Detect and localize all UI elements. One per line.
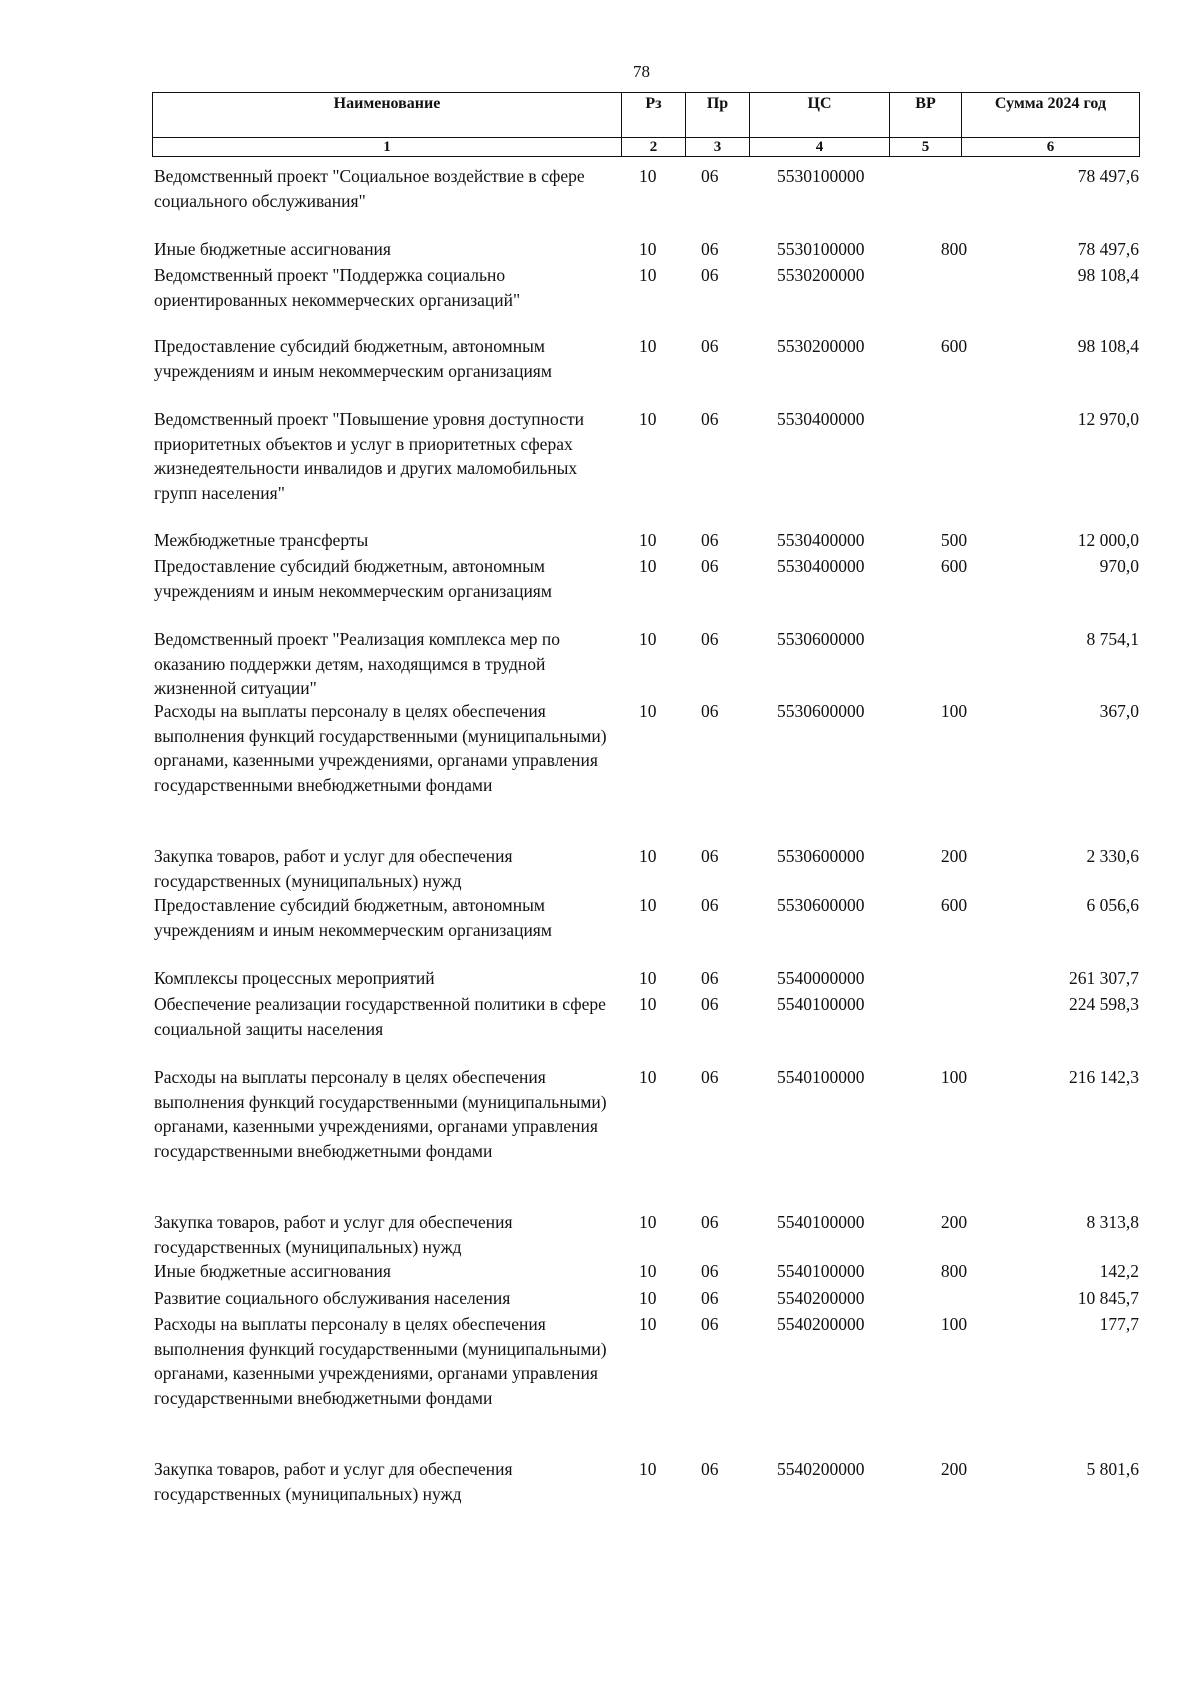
row-sum: 224 598,3 (1069, 994, 1139, 1014)
row-name: Расходы на выплаты персоналу в целях обеспечения выполнения функций государственными (муниципальными) органами, казенными учреждениями, органами управления государственными внебюджетными фондами (154, 1314, 607, 1408)
row-sum: 216 142,3 (1069, 1067, 1139, 1087)
row-vr: 600 (940, 556, 968, 576)
row-pr: 06 (701, 409, 719, 429)
row-pr: 06 (701, 1288, 719, 1308)
row-name: Иные бюджетные ассигнования (154, 239, 391, 259)
row-rz: 10 (639, 968, 657, 988)
row-cs: 5530600000 (777, 629, 865, 649)
col-header-rz: Рз (622, 93, 686, 138)
row-rz: 10 (639, 166, 657, 186)
row-rz: 10 (639, 1067, 657, 1087)
row-vr: 200 (940, 1212, 968, 1232)
row-name: Закупка товаров, работ и услуг для обеспечения государственных (муниципальных) нужд (154, 1212, 513, 1257)
row-pr: 06 (701, 1261, 719, 1281)
col-number: 1 (153, 138, 622, 157)
row-name: Предоставление субсидий бюджетным, автономным учреждениям и иным некоммерческим организациям (154, 556, 552, 601)
col-number: 6 (962, 138, 1140, 157)
col-header-pr: Пр (686, 93, 750, 138)
row-sum: 177,7 (1099, 1314, 1139, 1334)
table-header (152, 92, 1140, 157)
row-pr: 06 (701, 968, 719, 988)
row-rz: 10 (639, 846, 657, 866)
row-vr: 500 (940, 530, 968, 550)
col-header-name: Наименование (153, 93, 622, 138)
row-name: Ведомственный проект "Повышение уровня доступности приоритетных объектов и услуг в приоритетных сферах жизнедеятельности инвалидов и других маломобильных групп населения" (154, 409, 585, 503)
row-sum: 98 108,4 (1077, 336, 1139, 356)
row-cs: 5540100000 (777, 1261, 865, 1281)
row-cs: 5530600000 (777, 846, 865, 866)
row-vr: 600 (940, 895, 968, 915)
row-pr: 06 (701, 166, 719, 186)
row-sum: 6 056,6 (1086, 895, 1139, 915)
row-rz: 10 (639, 629, 657, 649)
row-pr: 06 (701, 239, 719, 259)
col-header-cs: ЦС (750, 93, 890, 138)
row-sum: 8 313,8 (1086, 1212, 1139, 1232)
row-sum: 98 108,4 (1077, 265, 1139, 285)
row-rz: 10 (639, 1314, 657, 1334)
row-cs: 5540200000 (777, 1288, 865, 1308)
row-rz: 10 (639, 530, 657, 550)
row-pr: 06 (701, 846, 719, 866)
row-cs: 5540200000 (777, 1314, 865, 1334)
row-name: Комплексы процессных мероприятий (154, 968, 435, 988)
row-pr: 06 (701, 1067, 719, 1087)
row-cs: 5530600000 (777, 895, 865, 915)
row-pr: 06 (701, 1212, 719, 1232)
row-sum: 261 307,7 (1069, 968, 1139, 988)
col-number: 4 (750, 138, 890, 157)
row-cs: 5530100000 (777, 239, 865, 259)
row-pr: 06 (701, 1314, 719, 1334)
row-rz: 10 (639, 701, 657, 721)
row-cs: 5540100000 (777, 1067, 865, 1087)
row-rz: 10 (639, 1212, 657, 1232)
row-rz: 10 (639, 556, 657, 576)
row-pr: 06 (701, 265, 719, 285)
row-name: Расходы на выплаты персоналу в целях обеспечения выполнения функций государственными (муниципальными) органами, казенными учреждениями, органами управления государственными внебюджетными фондами (154, 701, 607, 795)
row-cs: 5540100000 (777, 1212, 865, 1232)
row-sum: 8 754,1 (1086, 629, 1139, 649)
row-sum: 12 970,0 (1077, 409, 1139, 429)
row-pr: 06 (701, 994, 719, 1014)
row-pr: 06 (701, 556, 719, 576)
row-name: Предоставление субсидий бюджетным, автономным учреждениям и иным некоммерческим организациям (154, 895, 552, 940)
row-sum: 78 497,6 (1077, 239, 1139, 259)
row-rz: 10 (639, 1261, 657, 1281)
row-rz: 10 (639, 895, 657, 915)
row-name: Предоставление субсидий бюджетным, автономным учреждениям и иным некоммерческим организациям (154, 336, 552, 381)
row-cs: 5530200000 (777, 336, 865, 356)
row-vr: 800 (940, 239, 968, 259)
row-name: Иные бюджетные ассигнования (154, 1261, 391, 1281)
row-vr: 100 (940, 1067, 968, 1087)
row-name: Обеспечение реализации государственной политики в сфере социальной защиты населения (154, 994, 606, 1039)
col-number: 2 (622, 138, 686, 157)
row-rz: 10 (639, 409, 657, 429)
row-pr: 06 (701, 701, 719, 721)
row-sum: 5 801,6 (1086, 1459, 1139, 1479)
row-rz: 10 (639, 994, 657, 1014)
row-sum: 142,2 (1099, 1261, 1139, 1281)
row-cs: 5530400000 (777, 409, 865, 429)
row-cs: 5530400000 (777, 556, 865, 576)
row-pr: 06 (701, 629, 719, 649)
row-vr: 600 (940, 336, 968, 356)
row-vr: 200 (940, 1459, 968, 1479)
row-vr: 100 (940, 1314, 968, 1334)
row-name: Расходы на выплаты персоналу в целях обеспечения выполнения функций государственными (муниципальными) органами, казенными учреждениями, органами управления государственными внебюджетными фондами (154, 1067, 607, 1161)
row-name: Ведомственный проект "Поддержка социально ориентированных некоммерческих организаций" (154, 265, 521, 310)
row-pr: 06 (701, 336, 719, 356)
row-cs: 5530600000 (777, 701, 865, 721)
row-rz: 10 (639, 1459, 657, 1479)
row-sum: 970,0 (1099, 556, 1139, 576)
row-cs: 5540000000 (777, 968, 865, 988)
row-rz: 10 (639, 1288, 657, 1308)
col-header-vr: ВР (890, 93, 962, 138)
row-name: Межбюджетные трансферты (154, 530, 369, 550)
row-pr: 06 (701, 895, 719, 915)
row-sum: 78 497,6 (1077, 166, 1139, 186)
row-name: Ведомственный проект "Реализация комплекса мер по оказанию поддержки детям, находящимся в трудной жизненной ситуации" (154, 629, 561, 698)
row-pr: 06 (701, 530, 719, 550)
row-cs: 5530200000 (777, 265, 865, 285)
row-sum: 12 000,0 (1077, 530, 1139, 550)
row-name: Ведомственный проект "Социальное воздействие в сфере социального обслуживания" (154, 166, 585, 211)
row-cs: 5530100000 (777, 166, 865, 186)
row-rz: 10 (639, 265, 657, 285)
col-number: 3 (686, 138, 750, 157)
row-sum: 2 330,6 (1086, 846, 1139, 866)
row-sum: 10 845,7 (1077, 1288, 1139, 1308)
row-vr: 200 (940, 846, 968, 866)
row-pr: 06 (701, 1459, 719, 1479)
row-vr: 800 (940, 1261, 968, 1281)
row-cs: 5540200000 (777, 1459, 865, 1479)
row-sum: 367,0 (1099, 701, 1139, 721)
row-name: Закупка товаров, работ и услуг для обеспечения государственных (муниципальных) нужд (154, 846, 513, 891)
row-vr: 100 (940, 701, 968, 721)
row-rz: 10 (639, 336, 657, 356)
row-name: Развитие социального обслуживания населения (154, 1288, 511, 1308)
col-number: 5 (890, 138, 962, 157)
row-cs: 5530400000 (777, 530, 865, 550)
row-name: Закупка товаров, работ и услуг для обеспечения государственных (муниципальных) нужд (154, 1459, 513, 1504)
col-header-sum: Сумма 2024 год (962, 93, 1140, 138)
page-number: 78 (633, 62, 650, 81)
row-rz: 10 (639, 239, 657, 259)
row-cs: 5540100000 (777, 994, 865, 1014)
